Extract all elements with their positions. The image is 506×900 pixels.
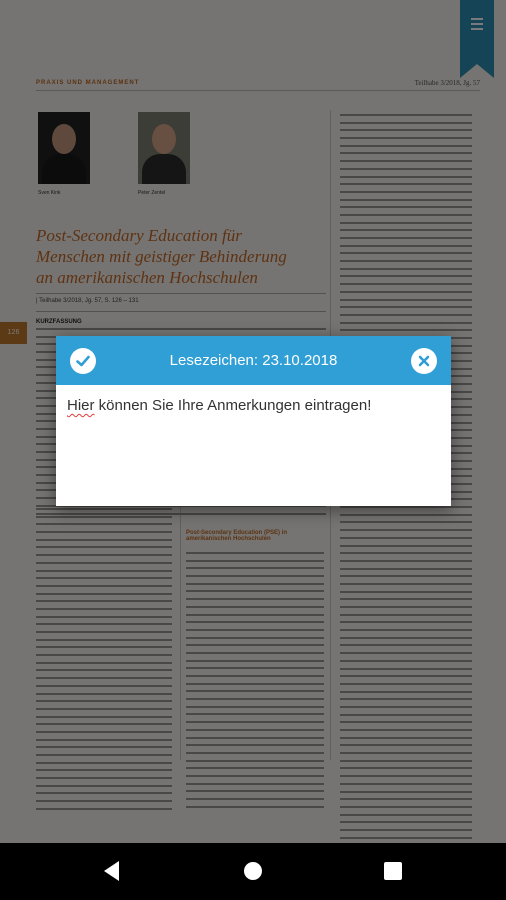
dialog-title: Lesezeichen: 23.10.2018 xyxy=(169,352,338,369)
back-triangle-icon xyxy=(97,856,127,886)
home-button[interactable] xyxy=(238,856,268,886)
note-textarea[interactable] xyxy=(67,396,439,496)
home-circle-icon xyxy=(238,856,268,886)
confirm-button[interactable] xyxy=(70,348,96,374)
back-button[interactable] xyxy=(97,856,127,886)
dialog-header xyxy=(56,336,451,385)
note-text: können Sie Ihre Anmerkungen eintragen! xyxy=(94,397,372,414)
recents-square-icon xyxy=(378,856,408,886)
checkmark-icon xyxy=(70,348,96,374)
misspelled-word: Hier xyxy=(67,397,95,414)
bookmark-dialog xyxy=(56,336,451,506)
system-navigation-bar xyxy=(0,843,506,900)
close-icon xyxy=(411,348,437,374)
recents-button[interactable] xyxy=(378,856,408,886)
close-button[interactable] xyxy=(411,348,437,374)
